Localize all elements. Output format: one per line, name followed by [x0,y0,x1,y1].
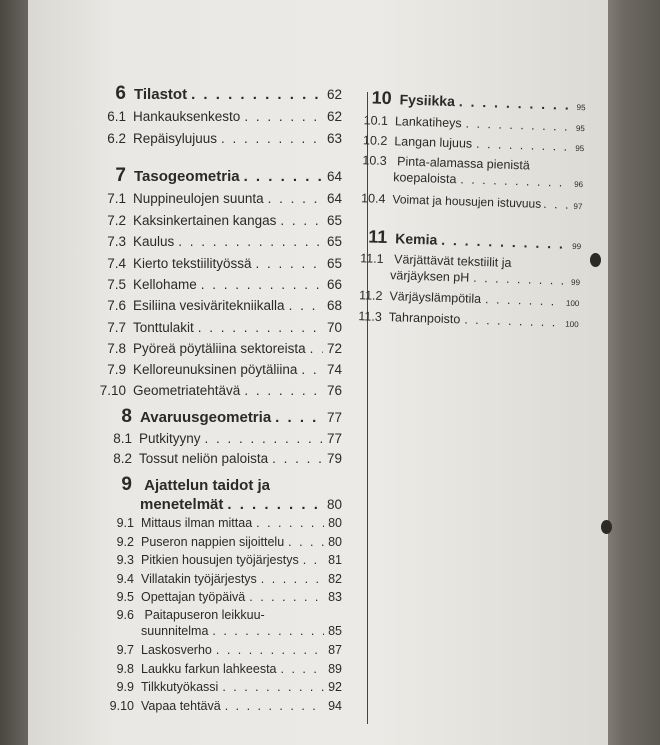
section-title: Lankatiheys [394,114,462,131]
chapter-number: 10 [371,87,392,109]
section-number: 10.3 [362,153,387,168]
section-title: Esiliina vesiväritekniikalla [133,298,285,313]
chapter-number: 7 [115,165,126,186]
page-number: 65 [326,256,342,271]
toc-chapter-line2[interactable] [140,496,342,513]
section-number: 7.5 [107,277,126,292]
section-number: 9.9 [116,680,134,694]
page-number: 80 [328,516,342,530]
section-number: 11.2 [358,288,383,303]
book-page [28,0,608,745]
leader-dots [261,572,324,586]
toc-section[interactable] [360,113,585,134]
section-number: 10.2 [362,133,388,149]
section-number: 8.1 [113,431,132,446]
leader-dots [464,313,561,330]
page-number: 77 [326,431,342,446]
leader-dots [225,699,324,713]
section-title: Geometriatehtävä [133,383,241,398]
page-number: 95 [575,123,585,134]
leader-dots [244,383,323,398]
leader-dots [227,496,323,513]
leader-dots [281,662,325,676]
toc-chapter[interactable] [112,406,342,428]
section-number: 7.8 [107,341,126,356]
leader-dots [275,409,323,426]
page-number: 95 [576,102,586,113]
section-title: Putkityyny [139,431,201,446]
toc-section[interactable] [106,662,342,676]
page-number: 65 [326,234,342,249]
leader-dots [212,624,324,638]
page-number: 83 [328,590,342,604]
leader-dots [244,109,323,124]
toc-section[interactable] [106,572,342,586]
column-divider [367,92,368,724]
leader-dots [280,213,323,228]
leader-dots [303,553,324,567]
leader-dots [221,131,323,146]
section-title: Puseron nappien sijoittelu [141,535,285,549]
toc-section[interactable] [104,451,342,466]
leader-dots [485,292,562,308]
page-number: 82 [328,572,342,586]
page-number: 89 [328,662,342,676]
toc-section[interactable] [106,553,342,567]
leader-dots [191,86,323,103]
toc-chapter[interactable] [106,165,342,187]
section-number: 9.2 [116,535,134,549]
page-number: 97 [573,201,583,212]
page-number: 81 [328,553,342,567]
section-title: Vapaa tehtävä [141,699,221,713]
toc-chapter[interactable] [363,226,582,254]
page-number: 64 [326,191,342,206]
leader-dots [198,320,323,335]
toc-chapter[interactable] [106,83,342,105]
leader-dots [205,431,323,446]
leader-dots [201,277,323,292]
section-number: 7.9 [107,362,126,377]
toc-section[interactable] [98,298,342,313]
section-title: Värjättävät tekstiilit ja [393,252,512,270]
page-number: 64 [326,169,342,184]
section-number: 10.4 [360,191,386,206]
section-title: Kierto tekstiilityössä [133,256,252,271]
toc-chapter[interactable] [367,87,586,115]
leader-dots [272,451,323,466]
section-number: 9.3 [116,553,134,567]
binder-hole [590,253,601,267]
toc-section[interactable] [357,191,582,212]
page-number: 100 [565,298,580,309]
page-number: 95 [575,143,585,154]
toc-section[interactable] [106,699,342,713]
section-number: 8.2 [113,451,132,466]
section-title: Kaksinkertainen kangas [133,213,277,228]
section-number: 9.7 [116,643,134,657]
page-number: 99 [572,241,582,252]
section-title: suunnitelma [141,624,209,638]
section-number: 9.5 [116,590,134,604]
page-number: 92 [328,680,342,694]
section-title: Laukku farkun lahkeesta [141,662,277,676]
section-number: 9.6 [116,608,134,622]
page-number: 80 [326,497,342,512]
section-number: 7.10 [99,383,126,398]
leader-dots [268,191,323,206]
toc-section[interactable] [354,288,579,309]
page-number: 96 [574,179,584,190]
section-number: 10.1 [363,113,389,129]
section-number: 6.1 [107,109,126,124]
toc-section[interactable] [106,643,342,657]
toc-section[interactable] [98,320,342,335]
section-title: Paitapuseron leikkuu- [144,608,265,622]
leader-dots [256,256,323,271]
section-title: Repäisylujuus [133,131,218,146]
chapter-title: Tasogeometria [134,168,240,185]
toc-section[interactable] [354,309,579,330]
section-number: 7.4 [107,256,126,271]
section-title: Kellohame [133,277,197,292]
section-title: Nuppineulojen suunta [133,191,264,206]
section-number: 11.1 [360,251,384,266]
section-number: 7.6 [107,298,126,313]
toc-section[interactable] [98,277,342,292]
toc-section[interactable] [98,362,342,377]
chapter-title: Avaruusgeometria [140,409,272,426]
section-title: Laskosverho [141,643,212,657]
toc-section[interactable] [106,516,342,530]
section-title: Kelloreunuksinen pöytäliina [133,362,298,377]
toc-section[interactable] [98,213,342,228]
page-number: 76 [326,383,342,398]
page-number: 65 [326,213,342,228]
section-number: 7.7 [107,320,126,335]
section-title: Tilkkutyökassi [141,680,219,694]
leader-dots [256,516,324,530]
leader-dots [460,172,570,189]
page-number: 62 [326,87,342,102]
leader-dots [289,298,323,313]
section-number: 7.3 [107,234,126,249]
page-number: 66 [326,277,342,292]
section-number: 11.3 [358,309,383,324]
page-number: 100 [565,319,579,330]
toc-section[interactable] [106,680,342,694]
section-number: 9.8 [116,662,134,676]
section-title: Villatakin työjärjestys [141,572,257,586]
leader-dots [222,680,324,694]
section-title: Opettajan työpäivä [141,590,246,604]
chapter-title: Tilastot [134,86,188,103]
section-title: Tossut neliön paloista [139,451,269,466]
toc-section[interactable] [98,256,342,271]
chapter-title: menetelmät [140,496,224,513]
background-left [0,0,30,745]
page-number: 68 [326,298,342,313]
section-title: Tonttulakit [133,320,194,335]
toc-section[interactable] [98,383,342,398]
section-number: 9.10 [109,699,134,713]
section-title: Kaulus [133,234,175,249]
chapter-number: 6 [115,83,126,104]
leader-dots [288,535,324,549]
page-number: 70 [326,320,342,335]
toc-right-column [358,87,608,330]
section-title: Värjäyslämpötila [389,289,482,307]
page-number: 77 [326,410,342,425]
chapter-number: 8 [121,406,132,427]
section-title: Pinta-alamassa pienistä [396,154,531,173]
page-number: 63 [326,131,342,146]
toc-section[interactable] [98,109,342,124]
section-number: 7.1 [107,191,126,206]
chapter-number: 11 [367,226,388,248]
page-number: 80 [328,535,342,549]
chapter-title: Kemia [395,230,438,248]
section-number: 9.4 [116,572,134,586]
leader-dots [301,362,323,377]
leader-dots [310,341,323,356]
chapter-number: 9 [121,474,132,495]
page-number: 85 [328,624,342,638]
leader-dots [249,590,324,604]
chapter-title: Ajattelun taidot ja [144,477,271,494]
leader-dots [473,271,567,288]
leader-dots [441,232,569,252]
section-title: Tahranpoisto [388,310,461,327]
toc-section[interactable] [98,234,342,249]
leader-dots [216,643,324,657]
section-title: koepaloista [392,170,457,187]
section-title: Hankauksenkesto [133,109,241,124]
section-title: värjäyksen pH [389,268,470,285]
page-number: 74 [326,362,342,377]
page-number: 94 [328,699,342,713]
chapter-title: Fysiikka [399,91,456,110]
leader-dots [465,116,572,133]
section-title: Voimat ja housujen istuvuus [392,192,542,211]
section-number: 7.2 [107,213,126,228]
leader-dots [476,137,572,154]
section-title: Pyöreä pöytäliina sektoreista [133,341,306,356]
leader-dots [178,234,323,249]
section-number: 9.1 [116,516,134,530]
toc-section-line1[interactable] [355,251,511,270]
section-number: 6.2 [107,131,126,146]
section-title: Langan lujuus [394,134,473,151]
toc-section-line2[interactable] [393,170,583,190]
toc-chapter-line1[interactable] [112,474,270,496]
page-number: 62 [326,109,342,124]
toc-section-line2[interactable] [141,624,342,638]
binder-hole [601,520,612,534]
leader-dots [244,168,323,185]
toc-section-line1[interactable] [106,608,265,622]
toc-section-line1[interactable] [359,153,531,172]
page-number: 99 [570,277,581,288]
toc-section[interactable] [98,341,342,356]
toc-section[interactable] [98,191,342,206]
toc-section[interactable] [98,131,342,146]
leader-dots [459,93,573,113]
section-title: Pitkien housujen työjärjestys [141,553,299,567]
toc-section[interactable] [359,133,584,154]
page-number: 79 [326,451,342,466]
leader-dots [543,197,572,212]
section-title: Mittaus ilman mittaa [141,516,253,530]
toc-section-line2[interactable] [390,268,580,288]
page-number: 87 [328,643,342,657]
toc-section[interactable] [104,431,342,446]
toc-section[interactable] [106,590,342,604]
page-number: 72 [326,341,342,356]
toc-section[interactable] [106,535,342,549]
